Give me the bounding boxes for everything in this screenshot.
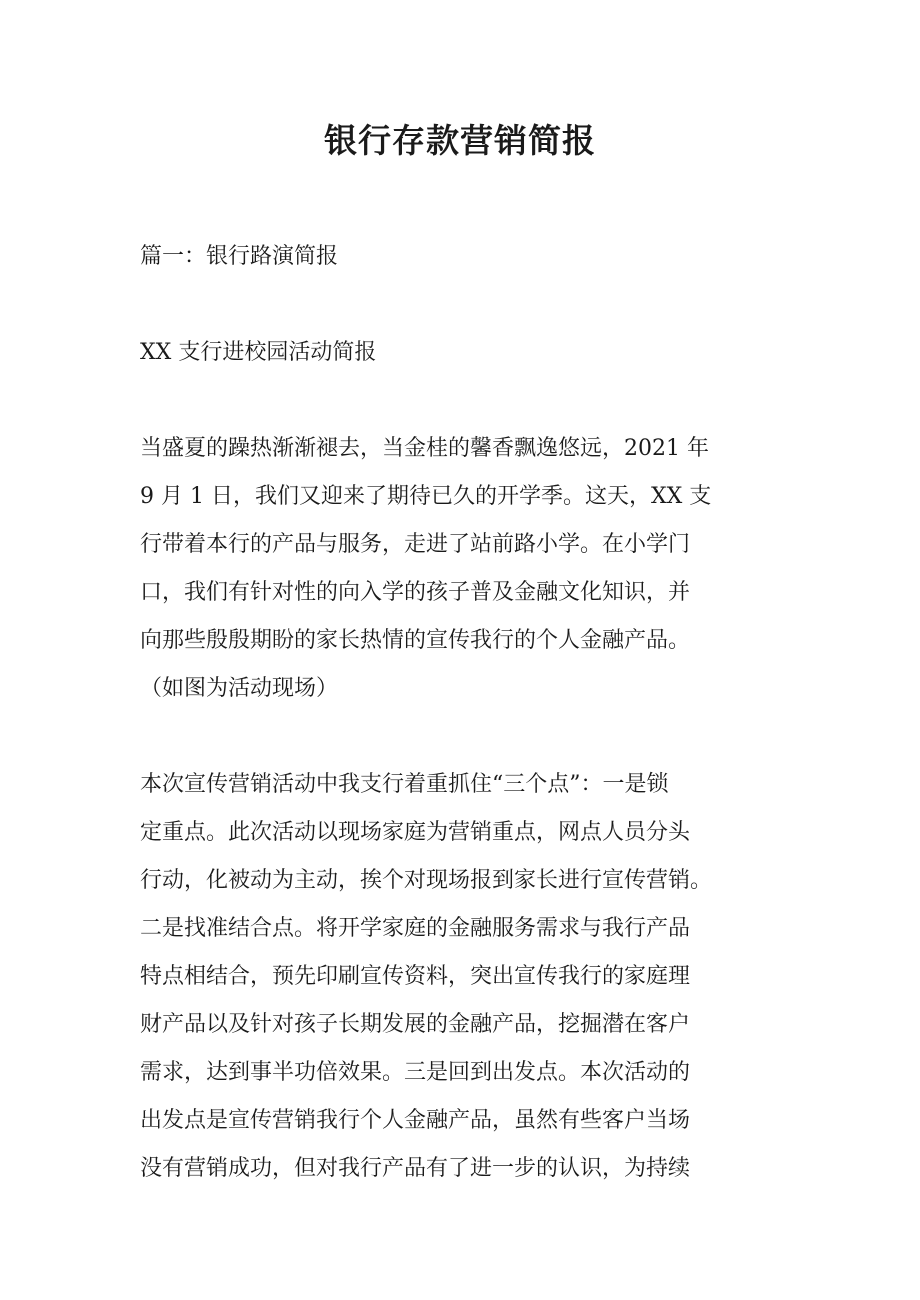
paragraph-line: 向那些殷殷期盼的家长热情的宣传我行的个人金融产品。 — [140, 628, 691, 653]
paragraph-line: 本次宣传营销活动中我支行着重抓住“三个点”：一是锁 — [140, 772, 669, 797]
paragraph-line: 特点相结合，预先印刷宣传资料，突出宣传我行的家庭理 — [140, 964, 691, 989]
paragraph-line: 出发点是宣传营销我行个人金融产品，虽然有些客户当场 — [140, 1108, 691, 1133]
paragraph-line: 没有营销成功，但对我行产品有了进一步的认识，为持续 — [140, 1156, 691, 1181]
paragraph-line: 口，我们有针对性的向入学的孩子普及金融文化知识，并 — [140, 580, 691, 605]
paragraph-line: 财产品以及针对孩子长期发展的金融产品，挖掘潜在客户 — [140, 1012, 691, 1037]
subheading: XX 支行进校园活动简报 — [140, 340, 377, 365]
paragraph-line: （如图为活动现场） — [140, 676, 339, 701]
paragraph-line: 当盛夏的躁热渐渐褪去，当金桂的馨香飘逸悠远，2021 年 — [140, 436, 709, 461]
section-heading: 篇一：银行路演简报 — [140, 244, 339, 269]
paragraph-line: 行带着本行的产品与服务，走进了站前路小学。在小学门 — [140, 532, 691, 557]
paragraph-line: 行动，化被动为主动，挨个对现场报到家长进行宣传营销。 — [140, 868, 713, 893]
paragraph-line: 需求，达到事半功倍效果。三是回到出发点。本次活动的 — [140, 1060, 691, 1085]
document-title: 银行存款营销简报 — [324, 121, 596, 160]
paragraph-line: 二是找准结合点。将开学家庭的金融服务需求与我行产品 — [140, 916, 691, 941]
paragraph-line: 定重点。此次活动以现场家庭为营销重点，网点人员分头 — [140, 820, 691, 845]
paragraph-line: 9 月 1 日，我们又迎来了期待已久的开学季。这天，XX 支 — [140, 484, 712, 509]
